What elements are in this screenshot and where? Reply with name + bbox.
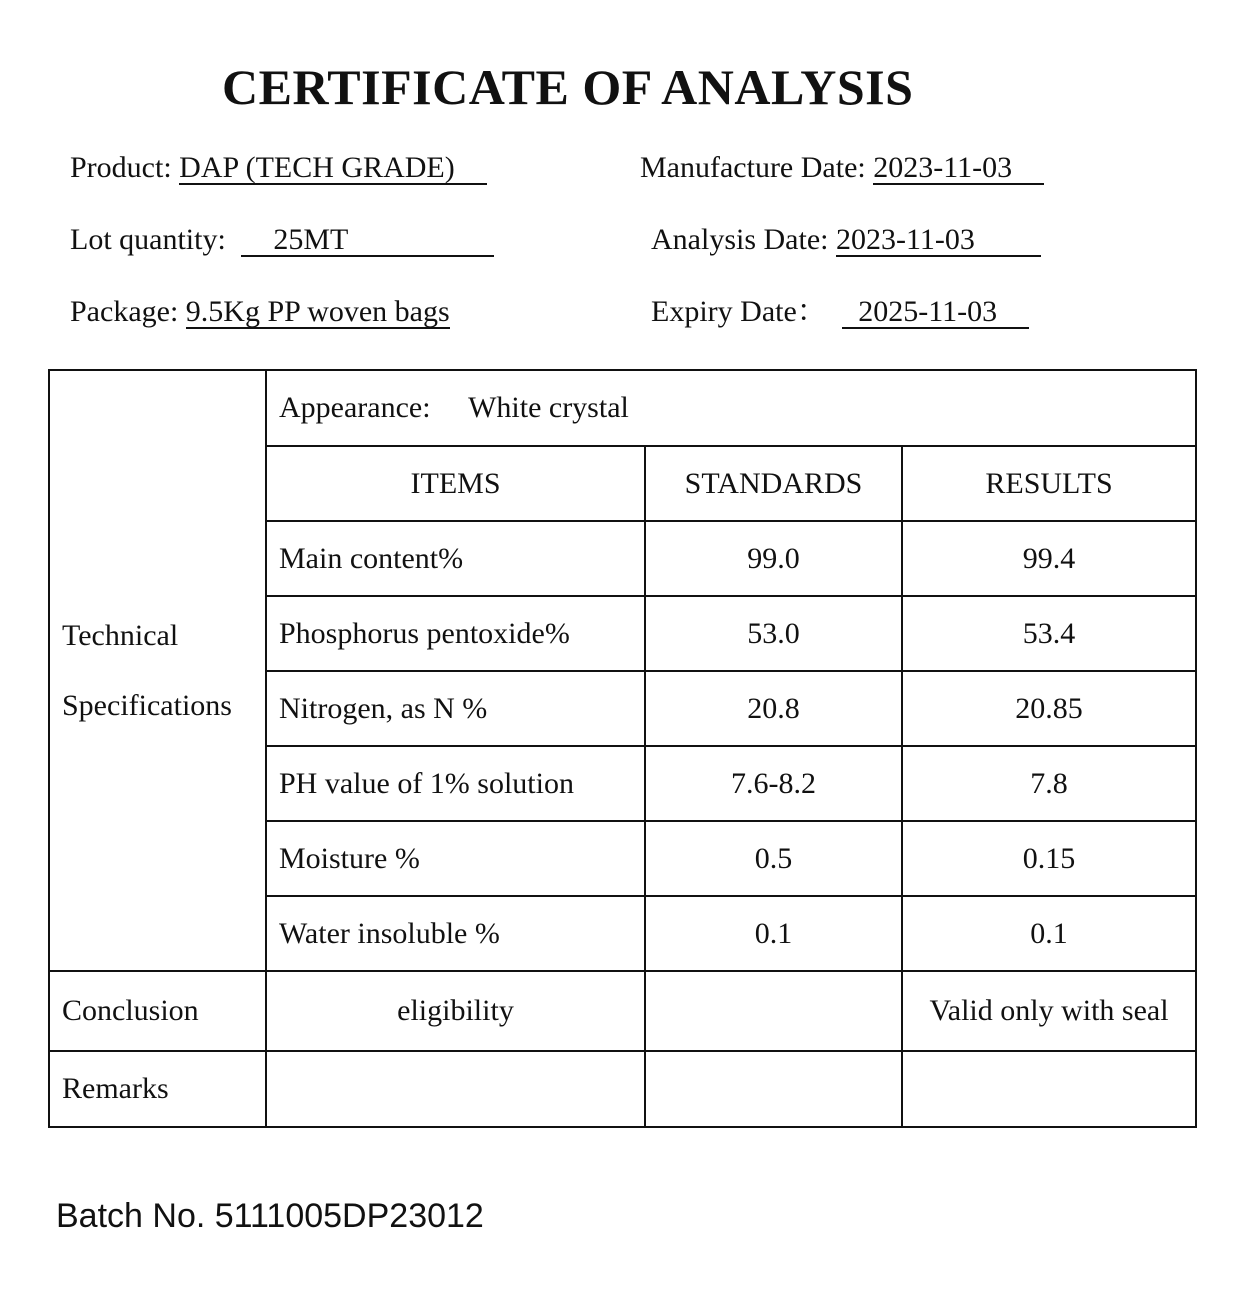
standard-cell: 0.5 bbox=[645, 821, 902, 896]
manufacture-date-value: 2023-11-03 bbox=[873, 153, 1044, 185]
remarks-label: Remarks bbox=[49, 1051, 266, 1127]
results-header: RESULTS bbox=[902, 446, 1196, 521]
manufacture-date-label: Manufacture Date: bbox=[640, 151, 866, 184]
items-header: ITEMS bbox=[266, 446, 645, 521]
analysis-date-value: 2023-11-03 bbox=[836, 225, 1041, 257]
certificate-title: CERTIFICATE OF ANALYSIS bbox=[222, 59, 914, 115]
product-value: DAP (TECH GRADE) bbox=[179, 153, 487, 185]
technical-specifications-cell bbox=[49, 370, 266, 971]
product-label: Product: bbox=[70, 151, 172, 184]
package-field bbox=[70, 294, 450, 330]
item-cell: Water insoluble % bbox=[266, 896, 645, 971]
lot-quantity-label: Lot quantity: bbox=[70, 223, 226, 256]
result-cell: 0.15 bbox=[902, 821, 1196, 896]
appearance-row bbox=[49, 370, 1196, 446]
standard-cell: 53.0 bbox=[645, 596, 902, 671]
specifications-label: Specifications bbox=[62, 688, 232, 722]
analysis-date-label: Analysis Date: bbox=[651, 223, 829, 256]
package-label: Package: bbox=[70, 295, 179, 328]
remarks-cell bbox=[902, 1051, 1196, 1127]
expiry-date-label: Expiry Date： bbox=[651, 295, 827, 328]
result-cell: 53.4 bbox=[902, 596, 1196, 671]
conclusion-value: eligibility bbox=[266, 971, 645, 1051]
analysis-date-field bbox=[651, 222, 1041, 258]
expiry-date-value: 2025-11-03 bbox=[842, 297, 1029, 329]
remarks-cell bbox=[645, 1051, 902, 1127]
result-cell: 99.4 bbox=[902, 521, 1196, 596]
item-cell: Main content% bbox=[266, 521, 645, 596]
result-cell: 20.85 bbox=[902, 671, 1196, 746]
remarks-cell bbox=[266, 1051, 645, 1127]
standard-cell: 99.0 bbox=[645, 521, 902, 596]
lot-quantity-field bbox=[70, 222, 494, 258]
item-cell: Moisture % bbox=[266, 821, 645, 896]
conclusion-row bbox=[49, 971, 1196, 1051]
appearance-value: White crystal bbox=[468, 391, 629, 424]
conclusion-empty-cell bbox=[645, 971, 902, 1051]
conclusion-label: Conclusion bbox=[49, 971, 266, 1051]
appearance-cell bbox=[266, 370, 1196, 446]
package-value: 9.5Kg PP woven bags bbox=[185, 295, 450, 328]
seal-note: Valid only with seal bbox=[902, 971, 1196, 1051]
remarks-row bbox=[49, 1051, 1196, 1127]
expiry-date-field bbox=[651, 294, 1029, 330]
specification-table bbox=[48, 369, 1197, 1128]
result-cell: 7.8 bbox=[902, 746, 1196, 821]
item-cell: PH value of 1% solution bbox=[266, 746, 645, 821]
product-field bbox=[70, 150, 487, 186]
appearance-label: Appearance: bbox=[279, 391, 431, 424]
item-cell: Phosphorus pentoxide% bbox=[266, 596, 645, 671]
result-cell: 0.1 bbox=[902, 896, 1196, 971]
manufacture-date-field bbox=[640, 150, 1044, 186]
batch-number: Batch No. 5111005DP23012 bbox=[56, 1197, 484, 1235]
item-cell: Nitrogen, as N % bbox=[266, 671, 645, 746]
standard-cell: 0.1 bbox=[645, 896, 902, 971]
standard-cell: 20.8 bbox=[645, 671, 902, 746]
standards-header: STANDARDS bbox=[645, 446, 902, 521]
technical-label: Technical bbox=[62, 618, 179, 652]
lot-quantity-value: 25MT bbox=[241, 225, 494, 257]
standard-cell: 7.6-8.2 bbox=[645, 746, 902, 821]
